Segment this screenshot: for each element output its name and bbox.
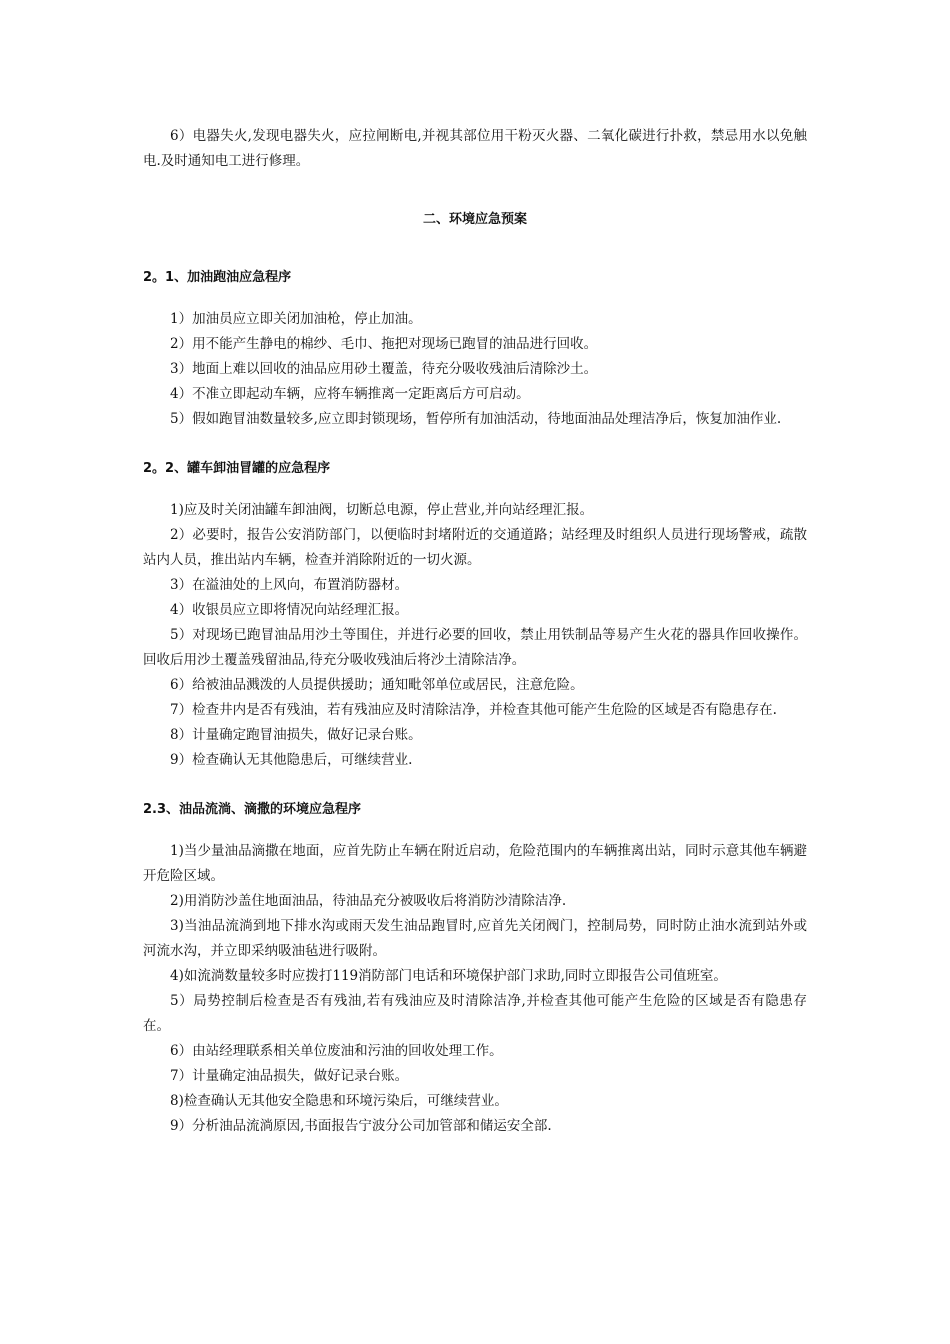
list-item: 6）给被油品溅泼的人员提供援助；通知毗邻单位或居民，注意危险。 bbox=[170, 677, 584, 693]
section-3 bbox=[143, 797, 807, 1139]
list-item: 9）分析油品流淌原因,书面报告宁波分公司加管部和储运安全部. bbox=[170, 1118, 552, 1134]
section-heading: 2。1、加油跑油应急程序 bbox=[143, 270, 292, 285]
list-item: 1)应及时关闭油罐车卸油阀，切断总电源，停止营业,并向站经理汇报。 bbox=[170, 502, 594, 518]
section-heading: 2。2、罐车卸油冒罐的应急程序 bbox=[143, 461, 331, 476]
list-item: 5）假如跑冒油数量较多,应立即封锁现场，暂停所有加油活动，待地面油品处理洁净后，恢复加油作业. bbox=[170, 411, 782, 427]
section-2 bbox=[143, 456, 807, 773]
section-1 bbox=[143, 265, 807, 432]
document-page bbox=[143, 124, 807, 1163]
section-heading: 2.3、油品流淌、滴撒的环境应急程序 bbox=[143, 802, 362, 817]
list-item: 3)当油品流淌到地下排水沟或雨天发生油品跑冒时,应首先关闭阀门，控制局势，同时防止油水流到站外或河流水沟，并立即采纳吸油毡进行吸附。 bbox=[143, 918, 807, 959]
list-item: 5）对现场已跑冒油品用沙土等围住，并进行必要的回收，禁止用铁制品等易产生火花的器具作回收操作。回收后用沙土覆盖残留油品,待充分吸收残油后将沙土清除洁净。 bbox=[143, 627, 807, 668]
list-item: 3）在溢油处的上风向，布置消防器材。 bbox=[170, 577, 409, 593]
main-heading: 二、环境应急预案 bbox=[422, 212, 527, 227]
list-item: 5）局势控制后检查是否有残油,若有残油应及时清除洁净,并检查其他可能产生危险的区域是否有隐患存在。 bbox=[143, 993, 807, 1034]
list-item: 4）不准立即起动车辆，应将车辆推离一定距离后方可启动。 bbox=[170, 386, 530, 402]
list-item: 2）用不能产生静电的棉纱、毛巾、拖把对现场已跑冒的油品进行回收。 bbox=[170, 336, 598, 352]
sections-container bbox=[143, 265, 807, 1139]
list-item: 2）必要时，报告公安消防部门，以便临时封堵附近的交通道路；站经理及时组织人员进行现场警戒，疏散站内人员，推出站内车辆，检查并消除附近的一切火源。 bbox=[143, 527, 807, 568]
list-item: 1）加油员应立即关闭加油枪，停止加油。 bbox=[170, 311, 422, 327]
list-item: 1)当少量油品滴撒在地面，应首先防止车辆在附近启动，危险范围内的车辆推离出站，同时示意其他车辆避开危险区域。 bbox=[143, 843, 807, 884]
list-item: 7）计量确定油品损失，做好记录台账。 bbox=[170, 1068, 409, 1084]
list-item: 3）地面上难以回收的油品应用砂土覆盖，待充分吸收残油后清除沙土。 bbox=[170, 361, 598, 377]
list-item: 6）由站经理联系相关单位废油和污油的回收处理工作。 bbox=[170, 1043, 503, 1059]
list-item: 4）收银员应立即将情况向站经理汇报。 bbox=[170, 602, 409, 618]
list-item: 8）计量确定跑冒油损失，做好记录台账。 bbox=[170, 727, 422, 743]
list-item: 4)如流淌数量较多时应拨打119消防部门电话和环境保护部门求助,同时立即报告公司值班室。 bbox=[170, 968, 727, 984]
list-item: 9）检查确认无其他隐患后，可继续营业. bbox=[170, 752, 413, 768]
intro-paragraph: 6）电器失火,发现电器失火，应拉闸断电,并视其部位用干粉灭火器、二氧化碳进行扑救，禁忌用水以免触电.及时通知电工进行修理。 bbox=[143, 128, 807, 169]
list-item: 8)检查确认无其他安全隐患和环境污染后，可继续营业。 bbox=[170, 1093, 508, 1109]
list-item: 7）检查井内是否有残油，若有残油应及时清除洁净，并检查其他可能产生危险的区域是否有隐患存在. bbox=[170, 702, 777, 718]
list-item: 2)用消防沙盖住地面油品，待油品充分被吸收后将消防沙清除洁净. bbox=[170, 893, 567, 909]
